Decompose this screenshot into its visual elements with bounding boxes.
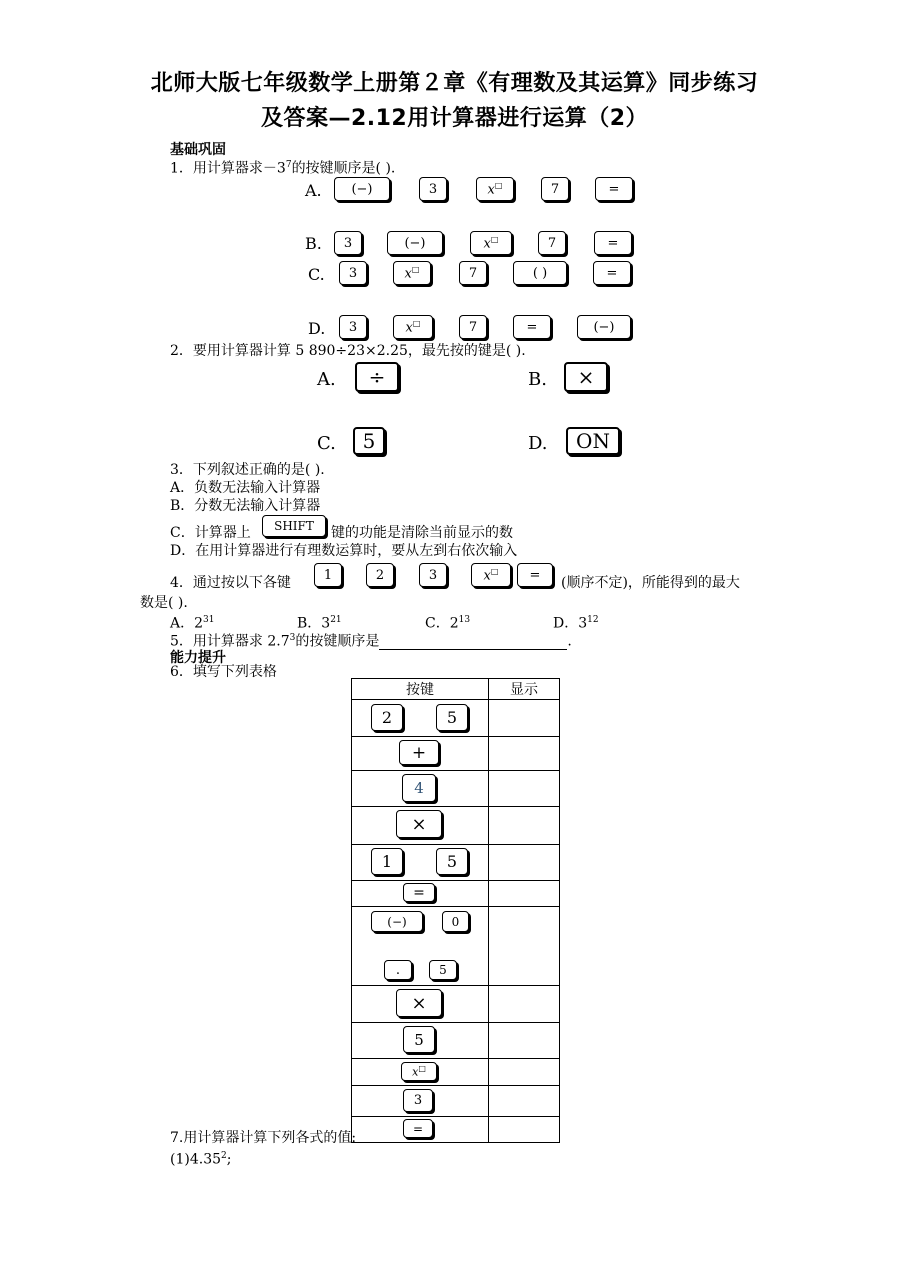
key-7[interactable]: 7 [541,177,569,201]
key-equals[interactable]: = [513,315,551,339]
key-negative[interactable]: (−) [371,911,423,932]
display-cell[interactable] [489,907,560,986]
key-power[interactable]: x□ [393,261,431,285]
table-row [352,845,560,881]
q2-option-d-label: D. [528,433,548,454]
table-row [352,1086,560,1117]
key-7[interactable]: 7 [459,315,487,339]
key-0[interactable]: 0 [442,911,469,932]
key-5[interactable]: 5 [429,960,457,980]
q2-option-c-label: C. [317,433,336,454]
key-plus[interactable]: + [399,740,439,765]
q4-option-c: C．$2^{13}$ [425,615,471,632]
q3-option-d: D．在用计算器进行有理数运算时，要从左到右依次输入 [170,543,518,559]
q3-stem: 3．下列叙述正确的是( ). [170,462,325,478]
display-cell[interactable] [489,807,560,845]
table-row [352,807,560,845]
q4-option-a: A．$2^{31}$ [170,615,215,632]
key-decimal-point[interactable]: . [384,960,412,980]
key-3[interactable]: 3 [339,315,367,339]
table-row [352,771,560,807]
key-2[interactable]: 2 [366,563,394,587]
key-negative[interactable]: (−) [334,177,390,201]
key-2[interactable]: 2 [371,704,403,731]
page-title-line2: 及答案—2.12用计算器进行运算（2） [260,106,649,131]
key-display-table [351,678,560,1143]
key-equals[interactable]: = [593,261,631,285]
display-cell[interactable] [489,771,560,807]
q2-option-a-label: A. [317,369,336,390]
key-power[interactable]: x□ [401,1062,437,1081]
q2-stem: 2．要用计算器计算 5 890÷23×2.25，最先按的键是( ). [170,343,526,359]
q1-option-d-label: D. [308,319,326,338]
q4-option-b: B．$3^{21}$ [297,615,342,632]
q3-option-a: A．负数无法输入计算器 [170,480,321,496]
key-5[interactable]: 5 [436,704,468,731]
table-row [352,881,560,907]
key-power[interactable]: x□ [476,177,514,201]
key-power[interactable]: x□ [393,315,433,339]
q7-part1: (1)4.35$^2$; [170,1151,232,1168]
key-multiply[interactable]: × [396,989,442,1017]
q4-option-d: D．$3^{12}$ [553,615,599,632]
key-7[interactable]: 7 [538,231,566,255]
display-cell[interactable] [489,881,560,907]
key-3[interactable]: 3 [334,231,362,255]
display-cell[interactable] [489,737,560,771]
table-row [352,700,560,737]
key-on[interactable]: ON [566,427,620,455]
display-cell[interactable] [489,700,560,737]
section-basic-heading: 基础巩固 [170,142,226,158]
q4-stem-suffix: (顺序不定)，所能得到的最大 [561,575,740,591]
key-7[interactable]: 7 [459,261,487,285]
q1-stem: 1．用计算器求$-3^7$的按键顺序是( ). [170,160,396,177]
key-4[interactable]: 4 [402,774,436,802]
key-3[interactable]: 3 [419,563,447,587]
key-equals[interactable]: = [403,1119,433,1138]
table-row [352,1023,560,1059]
display-cell[interactable] [489,1117,560,1143]
key-multiply[interactable]: × [564,362,608,392]
key-5[interactable]: 5 [353,427,385,455]
key-power[interactable]: x□ [470,231,512,255]
display-cell[interactable] [489,1086,560,1117]
key-multiply[interactable]: × [396,810,442,838]
key-divide[interactable]: ÷ [355,362,399,392]
table-header-keys: 按键 [352,679,489,700]
display-cell[interactable] [489,986,560,1023]
q1-option-c-label: C. [308,265,325,284]
key-1[interactable]: 1 [314,563,342,587]
q7-stem: 7.用计算器计算下列各式的值: [170,1130,357,1146]
key-1[interactable]: 1 [371,848,403,875]
q5-answer-blank[interactable] [379,635,567,650]
key-power[interactable]: x□ [471,563,511,587]
key-equals[interactable]: = [403,883,435,902]
q1-option-b-label: B. [305,234,322,253]
display-cell[interactable] [489,1023,560,1059]
table-row [352,1117,560,1143]
key-3[interactable]: 3 [403,1089,433,1112]
key-negative[interactable]: (−) [577,315,631,339]
display-cell[interactable] [489,1059,560,1086]
key-parentheses[interactable]: ( ) [513,261,567,285]
q4-stem-prefix: 4．通过按以下各键 [170,575,291,591]
q1-option-a-label: A. [305,181,322,200]
q6-stem: 6．填写下列表格 [170,664,277,680]
key-5[interactable]: 5 [436,848,468,875]
key-equals[interactable]: = [595,177,633,201]
table-row [352,907,560,986]
display-cell[interactable] [489,845,560,881]
q3-option-c-suffix: 键的功能是清除当前显示的数 [331,525,513,541]
table-header-display: 显示 [489,679,560,700]
page-title-line1: 北师大版七年级数学上册第２章《有理数及其运算》同步练习 [150,71,759,96]
section-ability-heading: 能力提升 [170,650,226,666]
key-3[interactable]: 3 [339,261,367,285]
q3-option-b: B．分数无法输入计算器 [170,498,321,514]
q5-stem: 5．用计算器求 $2.7^3$的按键顺序是 . [170,633,572,650]
key-equals[interactable]: = [594,231,632,255]
key-3[interactable]: 3 [419,177,447,201]
q3-option-c-prefix: C．计算器上 [170,525,251,541]
key-equals[interactable]: = [517,563,553,587]
key-shift[interactable]: SHIFT [262,515,326,537]
q2-option-b-label: B. [528,369,547,390]
key-negative[interactable]: (−) [387,231,443,255]
table-row [352,737,560,771]
table-row [352,986,560,1023]
table-row [352,1059,560,1086]
q4-stem-line2: 数是( ). [140,595,188,611]
key-5[interactable]: 5 [403,1026,435,1053]
